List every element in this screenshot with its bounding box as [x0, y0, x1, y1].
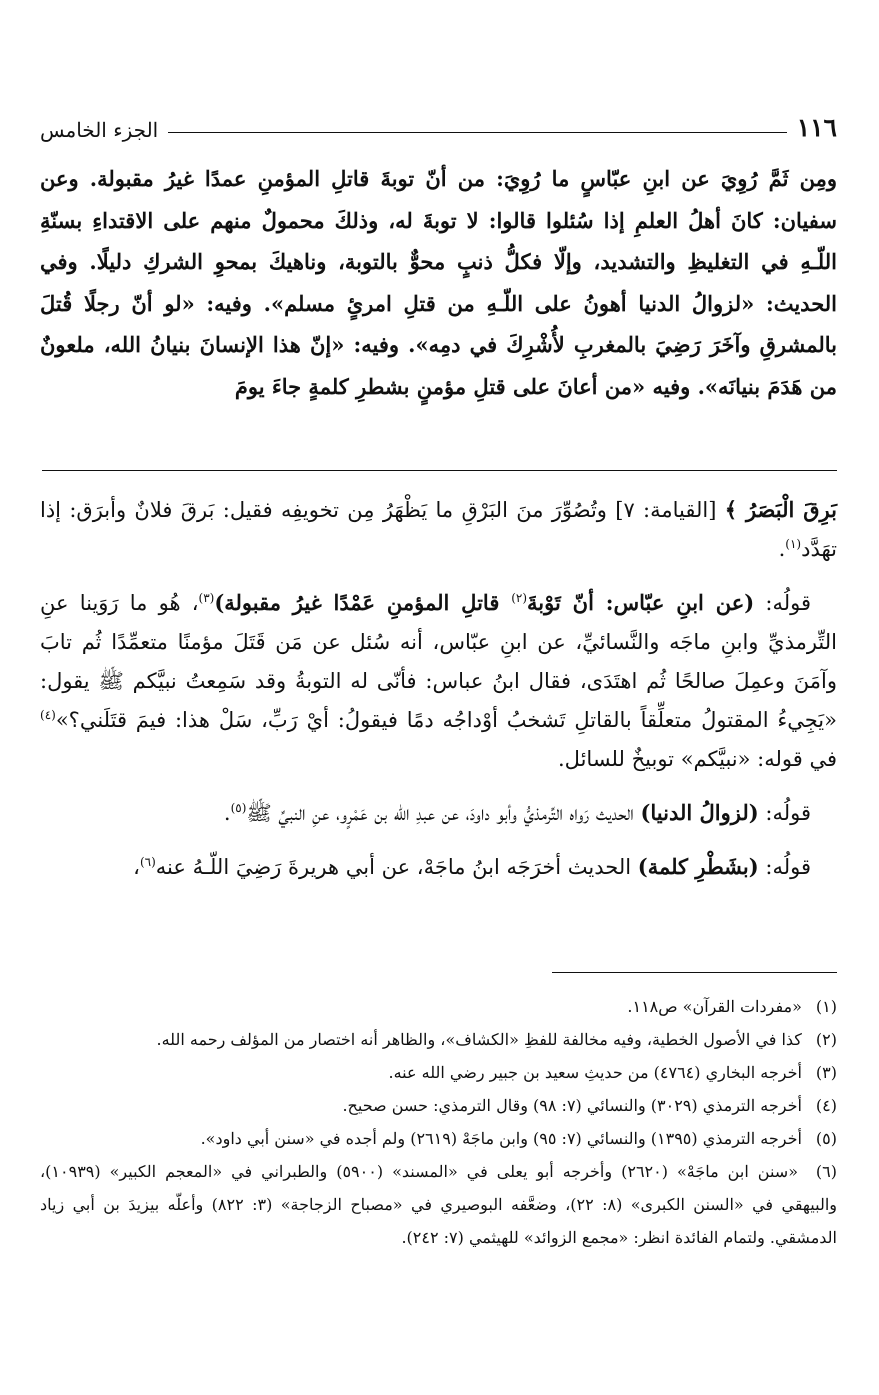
footnote-ref: (٣) [198, 591, 215, 605]
main-separator [42, 470, 837, 471]
footnote-ref: (٢) [511, 591, 528, 605]
footnote-text: «سنن ابن ماجَهْ» (٢٦٢٠) وأخرجه أبو يعلى في «المسند» (٥٩٠٠) والطبراني في «المعجم الكبير» (١٠٩٣٩)، والبيهقي في «السنن الكبرى» (٨: ٢٢)، وضعَّفه البوصيري في «مصباح الزجاجة» (٣: ٨٢٢) وأعلّه بيزيدَ بن أبي زياد الدمشقي. ولتمام الفائدة انظر: «مجمع الزوائد» للهيثمي (٧: ٢٤٢). [40, 1162, 838, 1247]
commentary-paragraph-shatr [40, 847, 837, 887]
commentary-text: ، هُو ما رَوَينا عنِ التِّرمذيِّ وابنِ ماجَه والنَّسائيِّ، عن ابنِ عبّاس، أنه سُئل عن مَن قَتَلَ مؤمنًا متعمِّدًا ثُم تابَ وآمَنَ وعمِلَ صالحًا ثُم اهتَدَى، فقال ابنُ عباس: فأنّى له التوبةُ وقد سَمِعتُ نبيَّكم ﷺ يقول: «يَجِيءُ المقتولُ متعلِّقاً بالقاتلِ تَشخبُ أوْداجُه دمًا فيقولُ: أيْ رَبِّ، سَلْ هذا: فيمَ قتَلَني؟» [40, 591, 837, 732]
quoted-lemma: قاتلِ المؤمنِ عَمْدًا غيرُ مقبولة) [214, 590, 512, 615]
commentary-text: الحديث رَواه التِّرمذيُّ وأبو داودَ، عن عبدِ الله بن عَمْرٍو، عنِ النبيِّ ﷺ [246, 801, 641, 825]
footnote-number: (٣) [815, 1063, 837, 1082]
footnote-ref: (١) [785, 537, 802, 551]
header-rule [168, 132, 786, 133]
main-text [40, 158, 837, 407]
footnote-text: أخرجه البخاري (٤٧٦٤) من حديثِ سعيد بن جبير رضي الله عنه. [388, 1063, 802, 1082]
commentary-continuation [40, 490, 837, 569]
quoted-lemma: (عن ابنِ عبّاس: أنّ تَوْبةَ [527, 590, 755, 615]
lead-word: قولُه: [758, 855, 811, 879]
footnote-text: كذا في الأصول الخطية، وفيه مخالفة للفظِ «الكشاف»، والظاهر أنه اختصار من المؤلف رحمه الله. [156, 1030, 802, 1049]
footnote-number: (١) [815, 997, 837, 1016]
footnote-number: (٦) [815, 1162, 837, 1181]
commentary-text: [القيامة: ٧] وتُصُوِّرَ منَ البَرْقِ ما يَظْهَرُ مِن تخويفِه فقيل: بَرقَ فلانٌ وأبرَق: إذا تهَدَّد [40, 498, 837, 561]
footnote-rule [552, 972, 837, 973]
page-number: ١١٦ [796, 113, 837, 142]
footnote [40, 1122, 837, 1155]
footnote-ref: (٥) [230, 801, 247, 815]
commentary-paragraph-zawal [40, 793, 837, 833]
quoted-lemma: (لزوالُ الدنيا) [640, 800, 759, 825]
lead-word: قولُه: [754, 591, 811, 615]
footnote-text: أخرجه الترمذي (٣٠٢٩) والنسائي (٧: ٩٨) وقال الترمذي: حسن صحيح. [342, 1096, 802, 1115]
commentary-end: . [223, 801, 231, 825]
footnote [40, 1056, 837, 1089]
quran-fragment: بَرِقَ الْبَصَرُ ﴾ [724, 497, 837, 522]
footnote-text: «مفردات القرآن» ص١١٨. [627, 997, 802, 1016]
footnote [40, 1089, 837, 1122]
commentary-end: . [778, 537, 786, 561]
footnote [40, 990, 837, 1023]
commentary-paragraph-ibn-abbas [40, 583, 837, 779]
footnote [40, 1023, 837, 1056]
commentary-text: الحديث أخرَجَه ابنُ ماجَهْ، عن أبي هريرةَ رَضِيَ اللّـهُ عنه [155, 855, 638, 879]
commentary-text: في قوله: «نبيَّكم» توبيخٌ للسائل. [558, 747, 837, 771]
footnote-ref: (٦) [139, 855, 156, 869]
main-paragraph: ومِن ثَمَّ رُوِيَ عن ابنِ عبّاسٍ ما رُوِيَ: من أنّ توبةَ قاتلِ المؤمنِ عمدًا غيرُ مقبولة. وعن سفيان: كانَ أهلُ العلمِ إذا سُئلوا قالوا: لا توبةَ له، وذلكَ محمولٌ منهم على الاقتداءِ بسنّةِ اللّـهِ في التغليظِ والتشديد، وإلّا فكلُّ ذنبٍ محوٌّ بالتوبة، وناهيكَ بمحوِ الشركِ دليلًا. وفي الحديث: «لزوالُ الدنيا أهونُ على اللّـهِ من قتلِ امرئٍ مسلم». وفيه: «لو أنّ رجلًا قُتلَ بالمشرقِ وآخَرَ رَضِيَ بالمغربِ لأُشْرِكَ في دمِه». وفيه: «إنّ هذا الإنسانَ بنيانُ الله، ملعونٌ من هَدَمَ بنيانَه». وفيه «من أعانَ على قتلِ مؤمنٍ بشطرِ كلمةٍ جاءَ يومَ [40, 166, 837, 399]
page-header [40, 102, 837, 142]
footnote-number: (٤) [815, 1096, 837, 1115]
commentary-end: ، [133, 855, 140, 879]
commentary [40, 490, 837, 901]
footnote-text: أخرجه الترمذي (١٣٩٥) والنسائي (٧: ٩٥) وابن ماجَهْ (٢٦١٩) ولم أجده في «سنن أبي داود». [200, 1129, 802, 1148]
footnote-number: (٢) [815, 1030, 837, 1049]
footnote-ref: (٤) [40, 708, 56, 722]
footnote-number: (٥) [815, 1129, 837, 1148]
footnotes [40, 990, 837, 1254]
quoted-lemma: (بشَطْرِ كلمة) [637, 854, 759, 879]
running-title: الجزء الخامس [40, 118, 159, 142]
footnote [40, 1155, 837, 1254]
lead-word: قولُه: [758, 801, 811, 825]
